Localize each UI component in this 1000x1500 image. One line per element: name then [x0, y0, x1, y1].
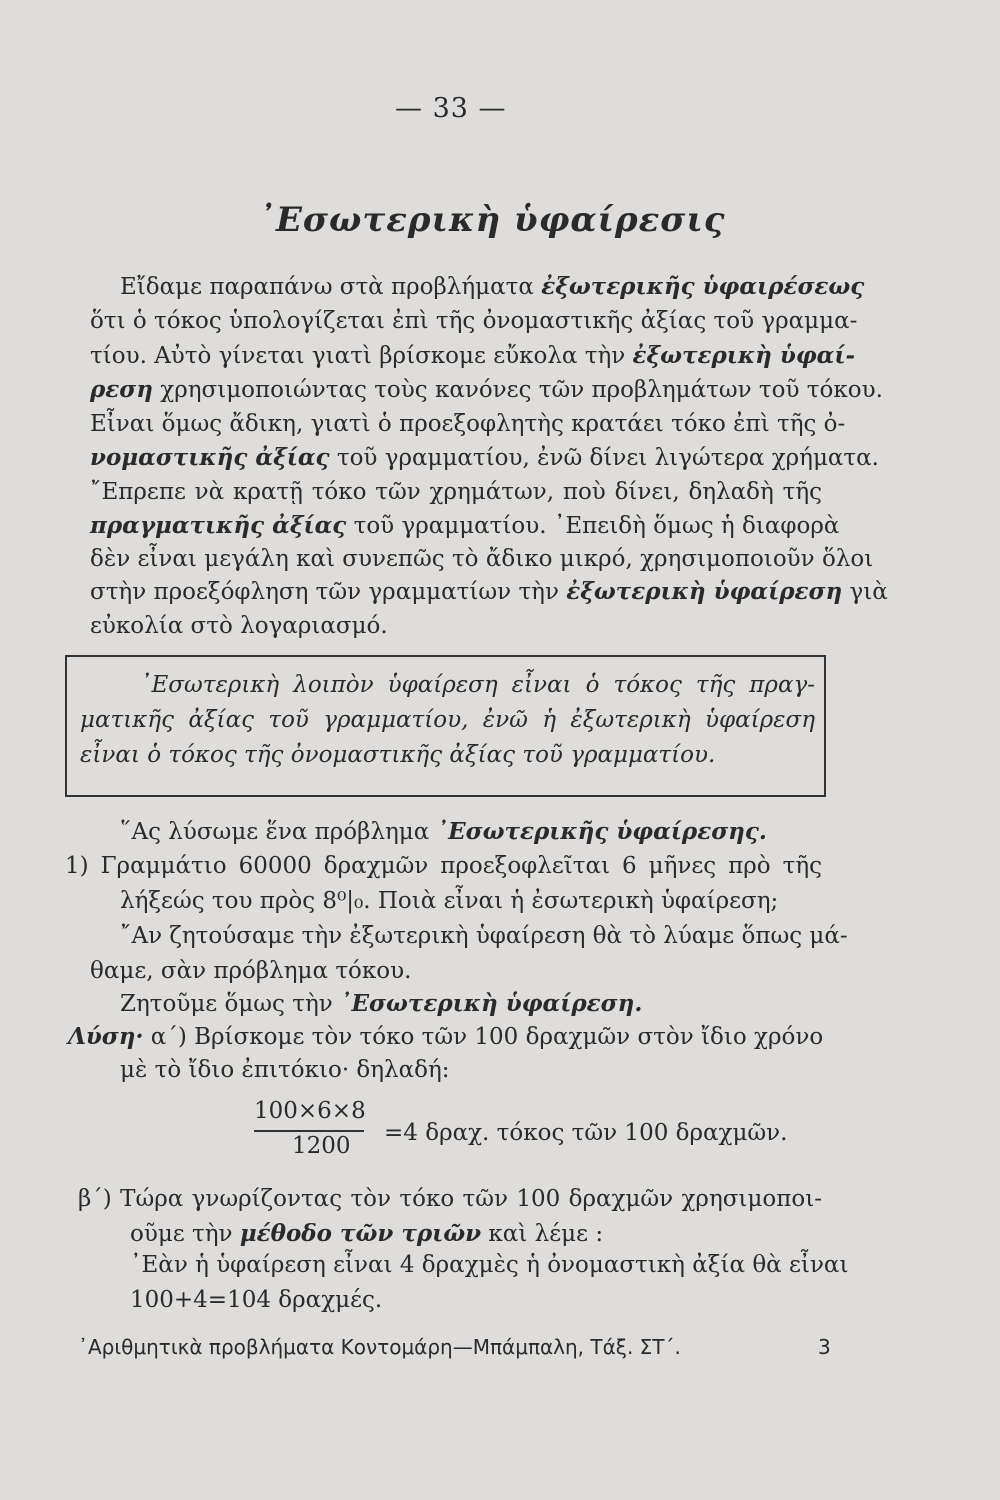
intro-line: ρεση χρησιμοποιώντας τοὺς κανόνες τῶν προβλημάτων τοῦ τόκου. — [90, 376, 883, 403]
step-b-line: ᾿Εὰν ἡ ὑφαίρεση εἶναι 4 δραχμὲς ἡ ὀνομαστικὴ ἀξία θὰ εἶναι — [130, 1252, 849, 1278]
intro-line: Εἶναι ὅμως ἄδικη, γιατὶ ὁ προεξοφλητὴς κρατάει τόκο ἐπὶ τῆς ὀ- — [90, 411, 846, 437]
fraction-numerator: 100×6×8 — [254, 1098, 366, 1124]
intro-line: πραγματικῆς ἀξίας τοῦ γραμματίου. ᾿Επειδὴ ὅμως ἡ διαφορὰ — [90, 512, 840, 539]
seek-line: Ζητοῦμε ὅμως τὴν ᾿Εσωτερικὴ ὑφαίρεση. — [120, 990, 643, 1017]
solution-line: μὲ τὸ ἴδιο ἐπιτόκιο· δηλαδή: — [120, 1057, 450, 1083]
footer-signature-number: 3 — [818, 1335, 831, 1359]
definition-box-rule — [65, 795, 824, 797]
step-b-line: 100+4=104 δραχμές. — [130, 1287, 383, 1313]
solution-line: Λύση· α΄) Βρίσκομε τὸν τόκο τῶν 100 δραχμῶν στὸν ἴδιο χρόνο — [68, 1023, 824, 1050]
intro-line: ῎Επρεπε νὰ κρατῇ τόκο τῶν χρημάτων, ποὺ δίνει, δηλαδὴ τῆς — [90, 479, 822, 505]
page-number: — 33 — — [395, 93, 507, 124]
footer-title: ᾿Αριθμητικὰ προβλήματα Κοντομάρη—Μπάμπαλη, Τάξ. ΣΤ΄. — [78, 1335, 681, 1359]
definition-line: ᾿Εσωτερικὴ λοιπὸν ὑφαίρεση εἶναι ὁ τόκος τῆς πραγ- — [140, 672, 815, 698]
problem-intro: ῞Ας λύσωμε ἕνα πρόβλημα ᾿Εσωτερικῆς ὑφαίρεσης. — [120, 818, 767, 845]
step-b-line: β΄) Τώρα γνωρίζοντας τὸν τόκο τῶν 100 δραχμῶν χρησιμοποι- — [78, 1186, 822, 1212]
intro-line: νομαστικῆς ἀξίας τοῦ γραμματίου, ἐνῶ δίνει λιγώτερα χρήματα. — [90, 444, 879, 471]
intro-line: ὅτι ὁ τόκος ὑπολογίζεται ἐπὶ τῆς ὀνομαστικῆς ἀξίας τοῦ γραμμα- — [90, 308, 858, 334]
intro-line: Εἴδαμε παραπάνω στὰ προβλήματα ἐξωτερικῆς ὑφαιρέσεως — [120, 273, 865, 300]
problem-1-line: λήξεώς του πρὸς 8⁰|₀. Ποιὰ εἶναι ἡ ἐσωτερικὴ ὑφαίρεση; — [120, 888, 779, 914]
fraction-result: =4 δραχ. τόκος τῶν 100 δραχμῶν. — [384, 1120, 788, 1146]
fraction-bar — [254, 1130, 364, 1132]
intro-line: δὲν εἶναι μεγάλη καὶ συνεπῶς τὸ ἄδικο μικρό, χρησιμοποιοῦν ὅλοι — [90, 546, 874, 572]
step-b-line: οῦμε τὴν μέθοδο τῶν τριῶν καὶ λέμε : — [130, 1220, 604, 1247]
intro-line: εὐκολία στὸ λογαριασμό. — [90, 613, 388, 639]
intro-line: στὴν προεξόφληση τῶν γραμματίων τὴν ἐξωτερικὴ ὑφαίρεση γιὰ — [90, 578, 888, 605]
intro-line: τίου. Αὐτὸ γίνεται γιατὶ βρίσκομε εὔκολα τὴν ἐξωτερικὴ ὑφαί- — [90, 342, 856, 369]
problem-2-line: ῎Αν ζητούσαμε τὴν ἐξωτερικὴ ὑφαίρεση θὰ τὸ λύαμε ὅπως μά- — [120, 923, 848, 949]
definition-line: εἶναι ὁ τόκος τῆς ὀνομαστικῆς ἀξίας τοῦ γραμματίου. — [80, 742, 716, 768]
fraction-denominator: 1200 — [292, 1133, 351, 1159]
section-title: ᾿Εσωτερικὴ ὑφαίρεσις — [258, 200, 726, 240]
problem-2-line: θαμε, σὰν πρόβλημα τόκου. — [90, 958, 412, 984]
problem-1-line: 1) Γραμμάτιο 60000 δραχμῶν προεξοφλεῖται 6 μῆνες πρὸ τῆς — [65, 853, 822, 879]
definition-line: ματικῆς ἀξίας τοῦ γραμματίου, ἐνῶ ἡ ἐξωτερικὴ ὑφαίρεση — [80, 707, 815, 733]
